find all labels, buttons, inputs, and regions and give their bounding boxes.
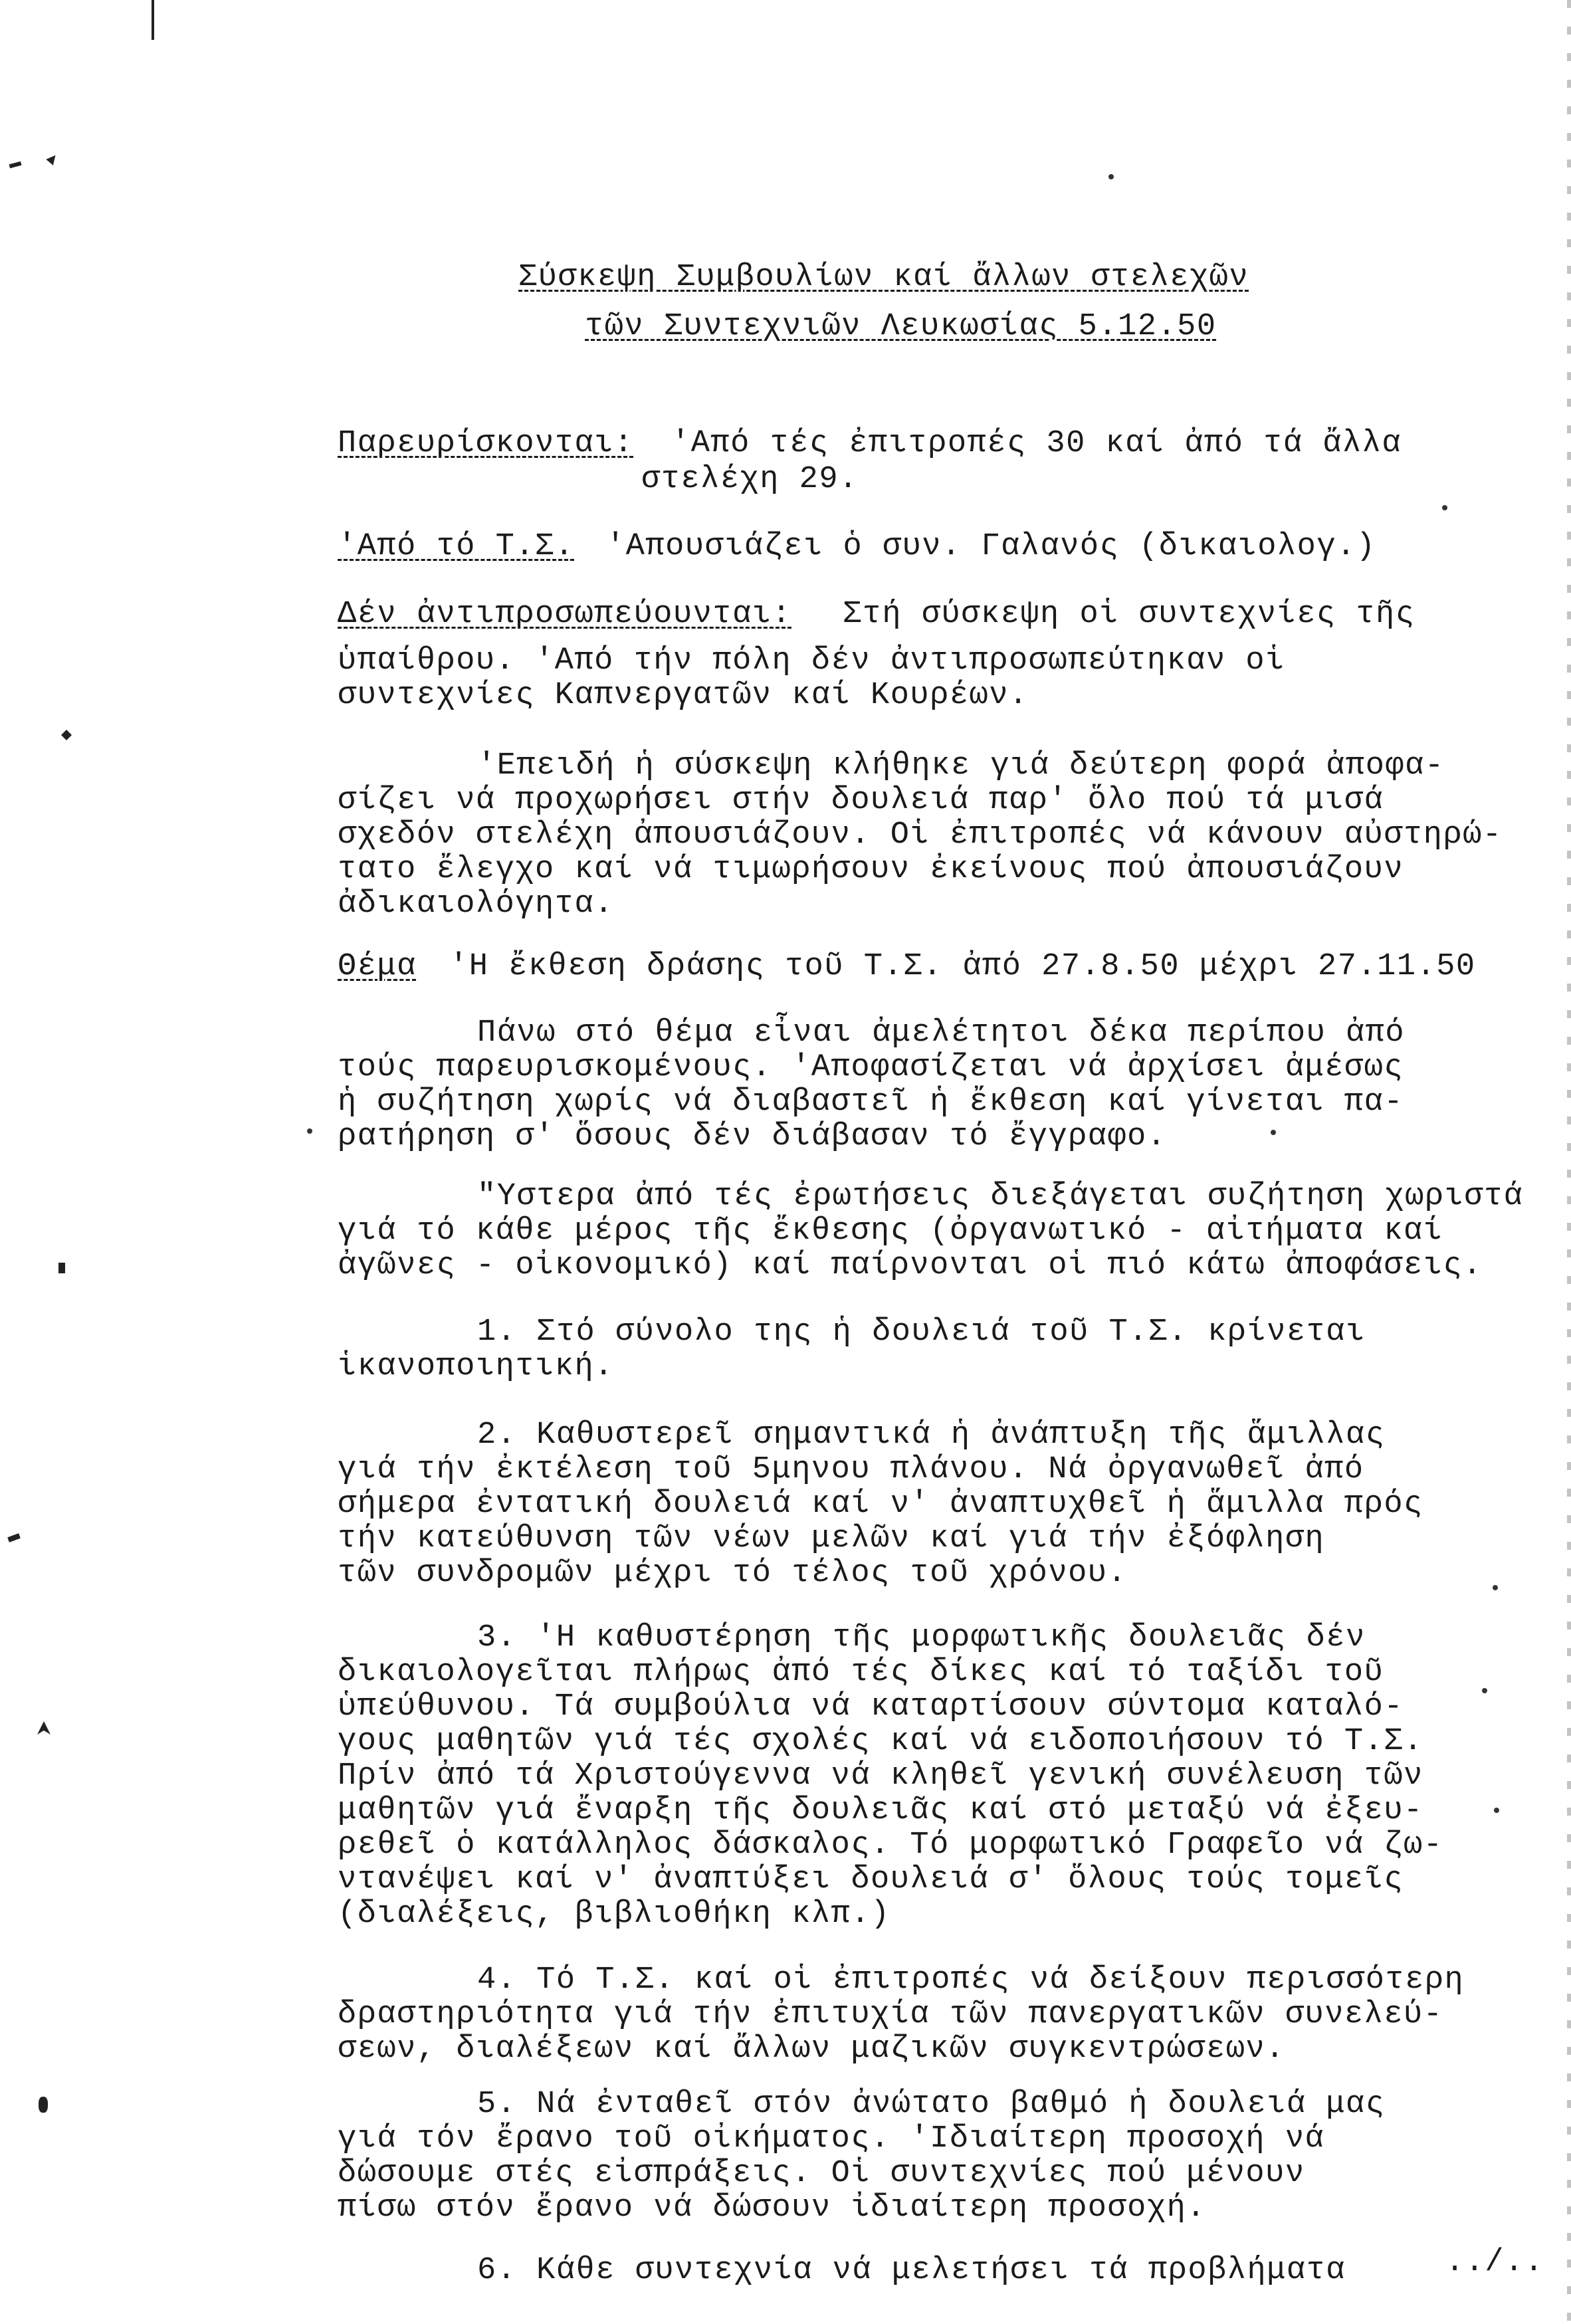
decision-line: πίσω στόν ἔρανο νά δώσουν ἰδιαίτερη προσοχή. (338, 2190, 1207, 2226)
decision-line: 3. 'Η καθυστέρηση τῆς μορφωτικῆς δουλειᾶς δέν (477, 1620, 1366, 1655)
scan-artifact (37, 1721, 51, 1735)
paragraph-line: ἡ συζήτηση χωρίς νά διαβαστεῖ ἡ ἔκθεση καί γίνεται πα- (338, 1085, 1404, 1120)
decision-line: σεων, διαλέξεων καί ἄλλων μαζικῶν συγκεντρώσεων. (338, 2032, 1285, 2067)
decision-line: ρεθεῖ ὁ κατάλληλος δάσκαλος. Τό μορφωτικό Γραφεῖο νά ζω- (338, 1828, 1443, 1863)
decision-line: 5. Νά ἐνταθεῖ στόν ἀνώτατο βαθμό ἡ δουλειά μας (477, 2087, 1386, 2122)
continuation-mark: ../.. (1445, 2245, 1544, 2280)
paragraph-line: σχεδόν στελέχη ἀπουσιάζουν. Οἱ ἐπιτροπές νά κάνουν αὐστηρώ- (338, 817, 1503, 853)
decision-line: τήν κατεύθυνση τῶν νέων μελῶν καί γιά τήν ἐξόφληση (338, 1521, 1325, 1556)
decision-line: μαθητῶν γιά ἔναρξη τῆς δουλειᾶς καί στό μεταξύ νά ἐξευ- (338, 1793, 1423, 1828)
scan-artifact (152, 0, 154, 40)
scan-artifact (61, 730, 72, 740)
paragraph-line: ἀδικαιολόγητα. (338, 887, 614, 922)
not-represented-label: Δέν ἀντιπροσωπεύουνται: (338, 597, 792, 632)
decision-line: γους μαθητῶν γιά τές σχολές καί νά ειδοποιήσουν τό Τ.Σ. (338, 1724, 1423, 1759)
ts-text: 'Απουσιάζει ὁ συν. Γαλανός (δικαιολογ.) (606, 529, 1376, 564)
paragraph-line: σίζει νά προχωρήσει στήν δουλειά παρ' ὅλο πού τά μισά (338, 783, 1384, 818)
paragraph-line: 'Επειδή ἡ σύσκεψη κλήθηκε γιά δεύτερη φορά ἀποφα- (477, 748, 1445, 784)
decision-line: ντανέψει καί ν' ἀναπτύξει δουλειά σ' ὅλους τούς τομεῖς (338, 1862, 1404, 1897)
paragraph-line: γιά τό κάθε μέρος τῆς ἔκθεσης (ὀργανωτικό - αἰτήματα καί (338, 1214, 1443, 1249)
present-text-2: στελέχη 29. (641, 462, 859, 497)
decision-line: γιά τόν ἔρανο τοῦ οἰκήματος. 'Ιδιαίτερη προσοχή νά (338, 2121, 1325, 2157)
decision-line: τῶν συνδρομῶν μέχρι τό τέλος τοῦ χρόνου. (338, 1556, 1128, 1591)
decision-line: γιά τήν ἐκτέλεση τοῦ 5μηνου πλάνου. Νά ὀργανωθεῖ ἀπό (338, 1452, 1364, 1487)
scan-artifact (9, 161, 22, 168)
topic-text: 'Η ἔκθεση δράσης τοῦ Τ.Σ. ἀπό 27.8.50 μέχρι 27.11.50 (449, 949, 1476, 984)
decision-line: 4. Τό Τ.Σ. καί οἱ ἐπιτροπές νά δείξουν περισσότερη (477, 1962, 1465, 1998)
paragraph-line: ρατήρηση σ' ὅσους δέν διάβασαν τό ἔγγραφο. (338, 1119, 1167, 1154)
not-represented-text-2: ὑπαίθρου. 'Από τήν πόλη δέν ἀντιπροσωπεύτηκαν οἱ (338, 643, 1285, 679)
paragraph-line: τούς παρευρισκομένους. 'Αποφασίζεται νά ἀρχίσει ἀμέσως (338, 1050, 1404, 1085)
ts-label: 'Από τό Τ.Σ. (338, 529, 575, 564)
not-represented-text-3: συντεχνίες Καπνεργατῶν καί Κουρέων. (338, 678, 1029, 713)
paragraph-line: Πάνω στό θέμα εἶναι ἀμελέτητοι δέκα περίπου ἀπό (477, 1015, 1406, 1051)
scan-artifact (1494, 1808, 1499, 1813)
scan-artifact (1493, 1585, 1498, 1590)
decision-line: ἱκανοποιητική. (338, 1349, 614, 1384)
scan-artifact (1108, 174, 1114, 179)
present-label: Παρευρίσκονται: (338, 426, 634, 461)
decision-line: 1. Στό σύνολο της ἡ δουλειά τοῦ Τ.Σ. κρίνεται (477, 1315, 1366, 1350)
decision-line: δραστηριότητα γιά τήν ἐπιτυχία τῶν πανεργατικῶν συνελεύ- (338, 1997, 1443, 2032)
decision-line: 6. Κάθε συντεχνία νά μελετήσει τά προβλήματα (477, 2253, 1346, 2288)
paragraph-line: τατο ἔλεγχο καί νά τιμωρήσουν ἐκείνους πού ἀπουσιάζουν (338, 852, 1404, 887)
scan-artifact (58, 1263, 65, 1273)
scan-artifact (1271, 1130, 1276, 1135)
title-line-1: Σύσκεψη Συμβουλίων καί ἄλλων στελεχῶν (518, 260, 1249, 295)
decision-line: 2. Καθυστερεῖ σημαντικά ἡ ἀνάπτυξη τῆς ἅμιλλας (477, 1418, 1386, 1453)
scan-artifact (39, 2097, 48, 2113)
decision-line: δώσουμε στές εἰσπράξεις. Οἱ συντεχνίες πού μένουν (338, 2156, 1305, 2191)
scan-edge (1567, 0, 1571, 2324)
scan-artifact (307, 1128, 312, 1134)
present-text-1: 'Από τές ἐπιτροπές 30 καί ἀπό τά ἄλλα (671, 426, 1402, 461)
title-line-2: τῶν Συντεχνιῶν Λευκωσίας 5.12.50 (585, 309, 1217, 344)
scan-artifact (1482, 1688, 1487, 1693)
topic-label: Θέμα (338, 949, 417, 984)
decision-line: (διαλέξεις, βιβλιοθήκη κλπ.) (338, 1897, 890, 1932)
decision-line: Πρίν ἀπό τά Χριστούγεννα νά κληθεῖ γενική συνέλευση τῶν (338, 1758, 1423, 1794)
decision-line: δικαιολογεῖται πλήρως ἀπό τές δίκες καί τό ταξίδι τοῦ (338, 1655, 1384, 1690)
paragraph-line: "Υστερα ἀπό τές ἐρωτήσεις διεξάγεται συζήτηση χωριστά (477, 1179, 1524, 1214)
not-represented-text-1: Στή σύσκεψη οἱ συντεχνίες τῆς (843, 597, 1415, 632)
scan-artifact (7, 1533, 21, 1542)
scan-artifact (46, 152, 59, 165)
paragraph-line: ἀγῶνες - οἰκονομικό) καί παίρνονται οἱ πιό κάτω ἀποφάσεις. (338, 1248, 1483, 1283)
decision-line: σήμερα ἐντατική δουλειά καί ν' ἀναπτυχθεῖ ἡ ἅμιλλα πρός (338, 1487, 1423, 1522)
decision-line: ὑπεύθυνου. Τά συμβούλια νά καταρτίσουν σύντομα καταλό- (338, 1689, 1404, 1725)
scan-artifact (1442, 505, 1447, 510)
